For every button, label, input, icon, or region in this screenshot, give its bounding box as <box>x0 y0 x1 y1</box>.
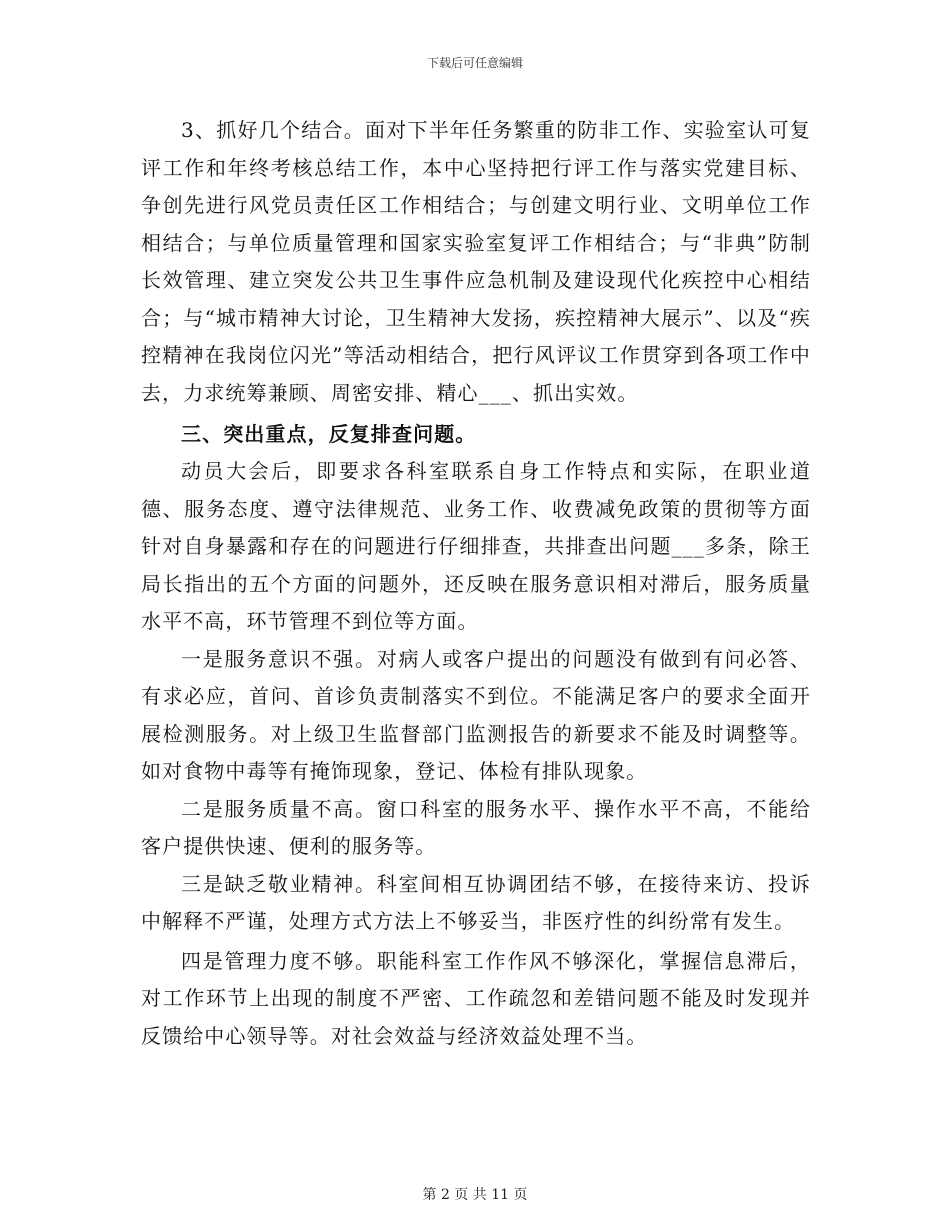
paragraph-management: 四是管理力度不够。职能科室工作作风不够深化，掌握信息滞后，对工作环节上出现的制度不严密、工作疏忽和差错问题不能及时发现并反馈给中心领导等。对社会效益与经济效益处理不当。 <box>141 948 811 1048</box>
paragraph-dedication: 三是缺乏敬业精神。科室间相互协调团结不够，在接待来访、投诉中解释不严谨，处理方式方法上不够妥当，非医疗性的纠纷常有发生。 <box>141 871 811 933</box>
paragraph-problem-check: 动员大会后，即要求各科室联系自身工作特点和实际，在职业道德、服务态度、遵守法律规范、业务工作、收费减免政策的贯彻等方面针对自身暴露和存在的问题进行仔细排查，共排查出问题___多条，除王局长指出的五个方面的问题外，还反映在服务意识相对滞后，服务质量水平不高，环节管理不到位等方面。 <box>141 459 811 633</box>
paragraph-service-awareness: 一是服务意识不强。对病人或客户提出的问题没有做到有问必答、有求必应，首问、首诊负责制落实不到位。不能满足客户的要求全面开展检测服务。对上级卫生监督部门监测报告的新要求不能及时调整等。如对食物中毒等有掩饰现象，登记、体检有排队现象。 <box>141 646 811 783</box>
page-header-note: 下载后可任意编辑 <box>426 56 523 70</box>
paragraph-combinations: 3、抓好几个结合。面对下半年任务繁重的防非工作、实验室认可复评工作和年终考核总结工作，本中心坚持把行评工作与落实党建目标、争创先进行风党员责任区工作相结合；与创建文明行业、文明单位工作相结合；与单位质量管理和国家实验室复评工作相结合；与“非典”防制长效管理、建立突发公共卫生事件应急机制及建设现代化疾控中心相结合；与“城市精神大讨论，卫生精神大发扬，疾控精神大展示”、以及“疾控精神在我岗位闪光”等活动相结合，把行风评议工作贯穿到各项工作中去，力求统筹兼顾、周密安排、精心___、抓出实效。 <box>141 118 811 405</box>
document-body <box>141 112 811 1055</box>
page-number-footer: 第 2 页 共 11 页 <box>422 1187 528 1203</box>
paragraph-service-quality: 二是服务质量不高。窗口科室的服务水平、操作水平不高，不能给客户提供快速、便利的服务等。 <box>141 796 811 858</box>
section-heading-three: 三、突出重点，反复排查问题。 <box>181 422 477 446</box>
